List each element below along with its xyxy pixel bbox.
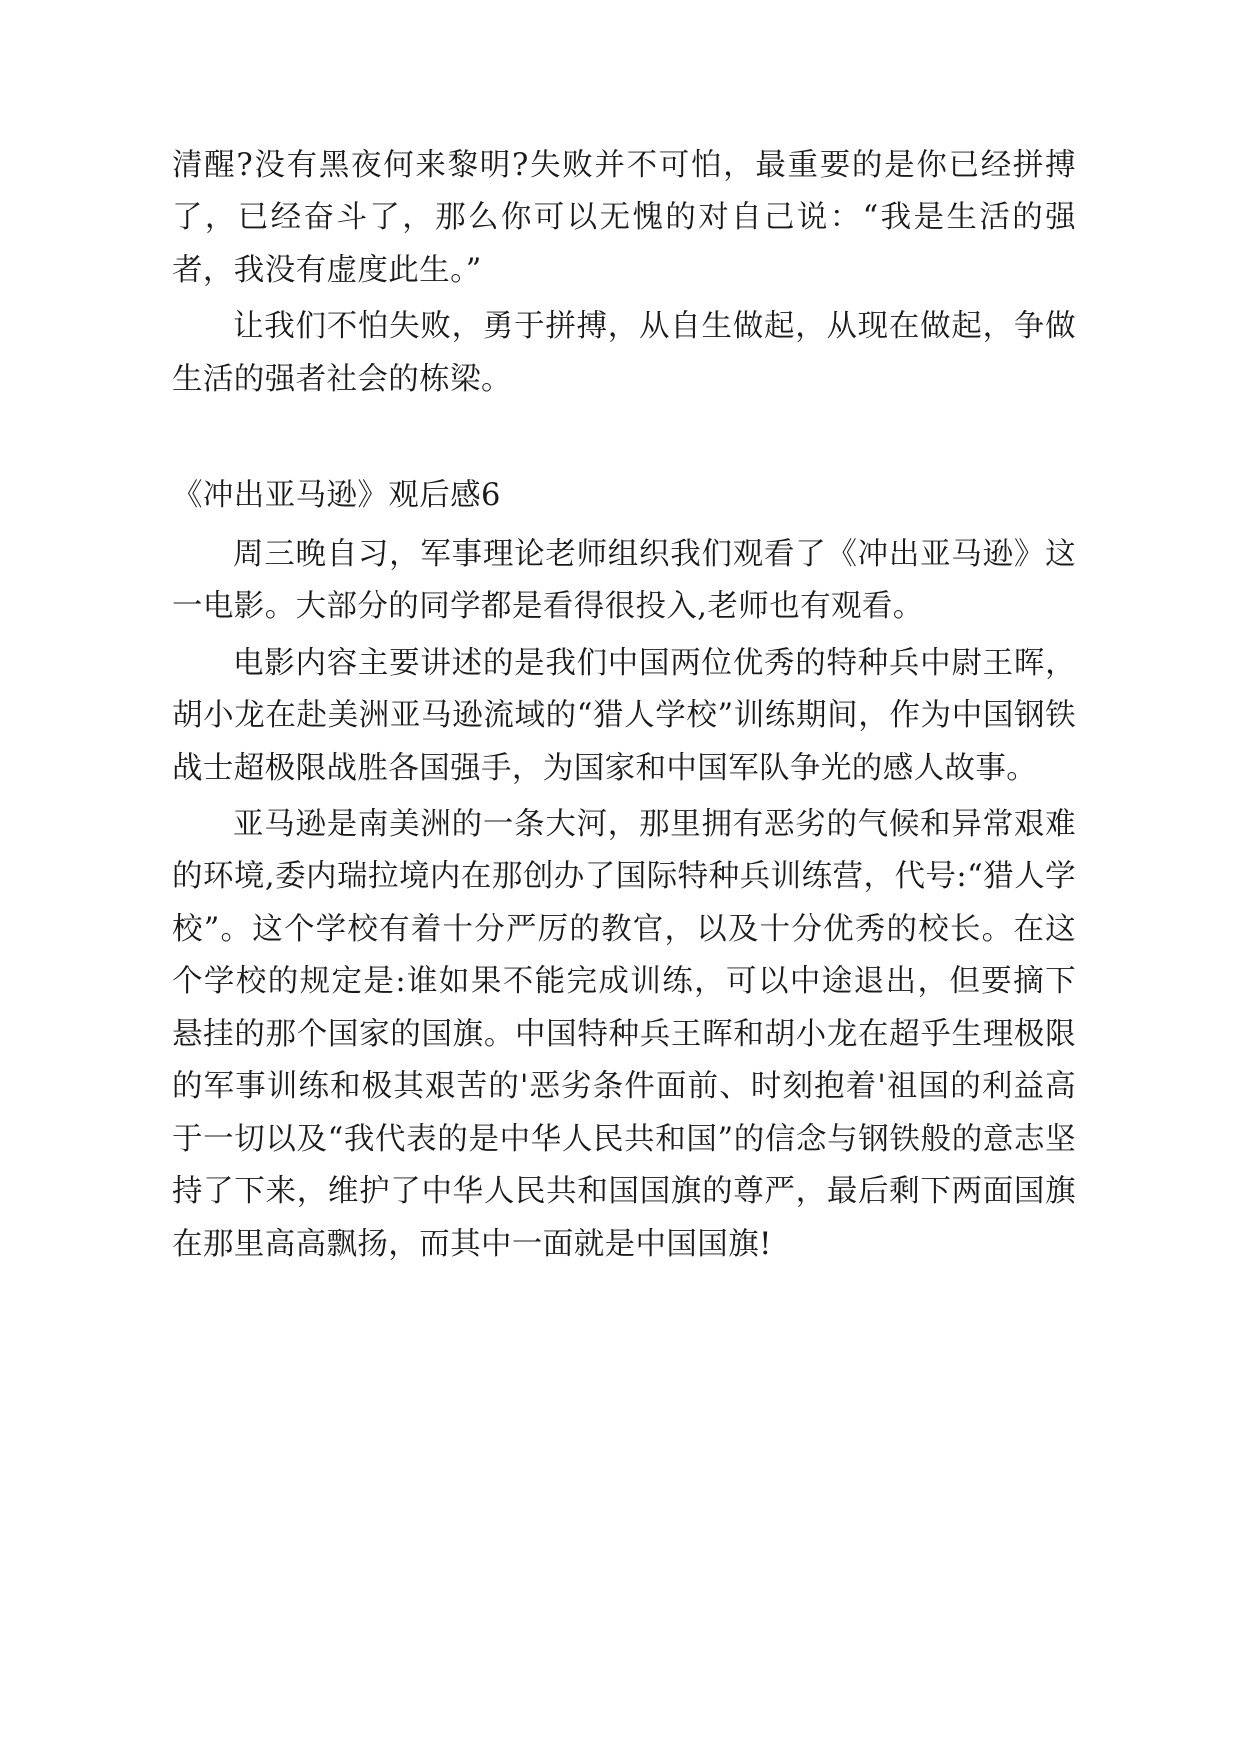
section-spacer [172, 410, 1076, 436]
paragraph-1: 清醒?没有黑夜何来黎明?失败并不可怕，最重要的是你已经拼搏了，已经奋斗了，那么你可以无愧的对自己说：“我是生活的强者，我没有虚度此生。” [172, 148, 1076, 288]
section-heading: 《冲出亚马逊》观后感6 [172, 478, 501, 514]
document-body [172, 140, 1076, 1271]
paragraph-3: 周三晚自习，军事理论老师组织我们观看了《冲出亚马逊》这一电影。大部分的同学都是看得很投入,老师也有观看。 [172, 536, 1076, 625]
paragraph-4: 电影内容主要讲述的是我们中国两位优秀的特种兵中尉王晖，胡小龙在赴美洲亚马逊流域的“猎人学校”训练期间，作为中国钢铁战士超极限战胜各国强手，为国家和中国军队争光的感人故事。 [172, 645, 1076, 786]
paragraph-5: 亚马逊是南美洲的一条大河，那里拥有恶劣的气候和异常艰难的环境,委内瑞拉境内在那创办了国际特种兵训练营，代号:“猎人学校”。这个学校有着十分严厉的教官，以及十分优秀的校长。在这个学校的规定是:谁如果不能完成训练，可以中途退出，但要摘下悬挂的那个国家的国旗。中国特种兵王晖和胡小龙在超乎生理极限的军事训练和极其艰苦的'恶劣条件面前、时刻抱着'祖国的利益高于一切以及“我代表的是中华人民共和国”的信念与钢铁般的意志坚持了下来，维护了中华人民共和国国旗的尊严，最后剩下两面国旗在那里高高飘扬，而其中一面就是中国国旗! [172, 806, 1076, 1262]
paragraph-2: 让我们不怕失败，勇于拼搏，从自生做起，从现在做起，争做生活的强者社会的栋梁。 [172, 309, 1076, 397]
